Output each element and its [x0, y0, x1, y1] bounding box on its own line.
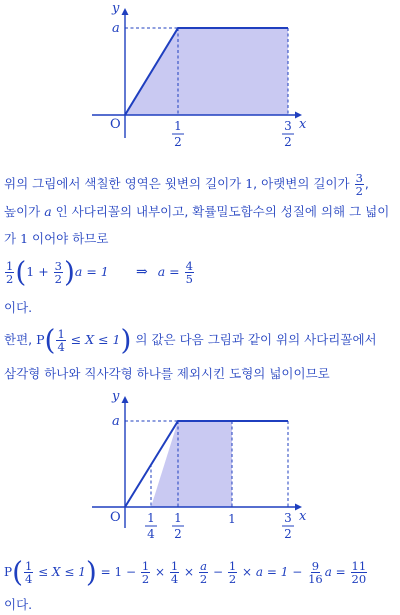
para1-text: , 아랫변의 길이가 [253, 176, 354, 191]
frac-num: 3 [355, 171, 363, 185]
equation-2 [4, 555, 368, 589]
frac-den: 2 [199, 572, 208, 586]
equation-1-result [136, 260, 195, 285]
frac-den: 20 [351, 572, 367, 586]
x-axis-label: x [299, 117, 307, 132]
frac-num: 1 [228, 559, 237, 573]
y-axis-label: y [112, 1, 120, 16]
eq-text: × [151, 565, 169, 579]
math-one: 1 [20, 231, 29, 246]
ineq-text: ≤ X ≤ 1 [66, 332, 121, 347]
tick-three-half-num: 3 [284, 119, 292, 133]
fraction-1-2 [228, 560, 237, 585]
prob-P: P [4, 565, 13, 579]
eq-text: × [180, 565, 198, 579]
tick-three-half-den: 2 [284, 527, 292, 541]
frac-num: 1 [57, 327, 65, 341]
fraction-4-5 [185, 260, 194, 285]
para1-text: , [364, 176, 369, 191]
para1-line3 [4, 231, 108, 247]
frac-den: 2 [228, 572, 237, 586]
frac-num: 1 [170, 559, 179, 573]
graph-2 [0, 388, 400, 548]
a-label: a [112, 414, 120, 429]
paren-close: ) [63, 255, 75, 289]
origin-label: O [110, 510, 121, 525]
a-label: a [112, 21, 120, 36]
fraction-9-16 [307, 560, 324, 585]
para2-line2: 삼각형 하나와 직사각형 하나를 제외시킨 도형의 넓이이므로 [4, 366, 330, 381]
eq-text: a = [324, 565, 350, 579]
frac-num: a [200, 559, 207, 573]
frac-num: 3 [54, 259, 62, 273]
y-axis-label: y [112, 389, 120, 404]
para1-text: 인 사다리꼴의 내부이고, 확률밀도함수의 성질에 의해 그 넓이 [51, 204, 390, 219]
tick-half-den: 2 [174, 527, 182, 541]
fraction-1-4 [56, 328, 65, 353]
frac-den: 16 [308, 572, 323, 586]
fraction-3-2 [54, 260, 63, 285]
fraction-a-2 [199, 560, 208, 585]
para2-text: 의 값은 다음 그림과 같이 위의 사다리꼴에서 [131, 332, 377, 347]
frac-num: 1 [6, 259, 14, 273]
fraction-1-4 [170, 560, 179, 585]
tick-one-label: 1 [228, 512, 236, 526]
frac-den: 2 [141, 572, 150, 586]
eq-text: × a = 1 − [238, 565, 307, 579]
tick-half-den: 2 [174, 135, 182, 149]
tick-quarter-den: 4 [147, 527, 155, 541]
implies-icon: ⇒ [136, 264, 148, 280]
eq-text: = 1 − [96, 565, 140, 579]
para2-text: 한편, [4, 332, 37, 347]
y-axis-arrow-icon [122, 8, 129, 15]
paren-close: ) [120, 323, 132, 357]
tick-half-num: 1 [174, 511, 182, 525]
para1-line1 [4, 172, 369, 197]
frac-den: 4 [25, 572, 33, 586]
frac-num: 4 [185, 259, 193, 273]
fraction-11-20 [351, 560, 368, 585]
tick-half-num: 1 [174, 119, 182, 133]
para1-text: 높이가 [4, 204, 45, 219]
equation-1 [4, 255, 109, 289]
ida-1: 이다. [4, 300, 33, 315]
prob-P: P [36, 332, 45, 347]
frac-den: 2 [6, 272, 14, 286]
fraction-3-2 [355, 172, 364, 197]
paren-open: ( [44, 323, 56, 357]
math-a: a [44, 204, 52, 219]
paren-open: ( [15, 255, 27, 289]
frac-den: 4 [170, 572, 179, 586]
frac-num: 1 [25, 559, 33, 573]
frac-num: 11 [351, 559, 367, 573]
paren-close: ) [85, 555, 97, 589]
eq-text: a = 1 [74, 264, 109, 279]
eq-text: − [209, 565, 227, 579]
para2-line1 [4, 323, 377, 357]
fraction-1-2 [141, 560, 150, 585]
para1-text: 가 [4, 231, 21, 246]
ida-2: 이다. [4, 597, 33, 612]
math-one: 1 [245, 176, 254, 191]
fraction-1-2 [5, 260, 14, 285]
x-axis-label: x [299, 509, 307, 524]
paren-open: ( [12, 555, 24, 589]
tick-three-half-den: 2 [284, 135, 292, 149]
frac-num: 9 [311, 559, 320, 573]
ineq-text: ≤ X ≤ 1 [34, 565, 86, 579]
frac-den: 4 [57, 340, 65, 354]
eq-text: 1 + [26, 264, 53, 279]
frac-den: 2 [355, 184, 363, 198]
frac-den: 2 [54, 272, 62, 286]
tick-quarter-num: 1 [147, 511, 155, 525]
frac-num: 1 [141, 559, 150, 573]
y-axis-arrow-icon [122, 396, 129, 403]
fraction-1-4 [24, 560, 33, 585]
frac-den: 5 [185, 272, 193, 286]
tick-three-half-num: 3 [284, 511, 292, 525]
trapezoid-shaded-region [125, 28, 288, 115]
para1-line2 [4, 204, 389, 220]
shaded-region [151, 421, 232, 507]
eq-text: a = [157, 264, 184, 279]
origin-label: O [110, 117, 121, 132]
para1-text: 이어야 하므로 [28, 231, 109, 246]
para1-text: 위의 그림에서 색칠한 영역은 윗변의 길이가 [4, 176, 246, 191]
graph-1 [0, 0, 400, 155]
